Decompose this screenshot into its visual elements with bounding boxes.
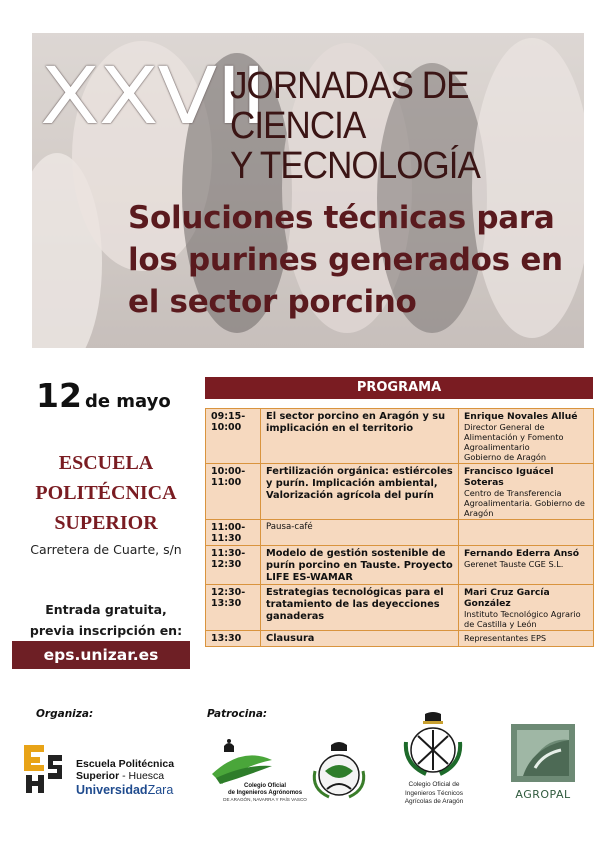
session-topic: Pausa-café (261, 520, 459, 546)
session-time: 09:15- 10:00 (206, 409, 261, 464)
session-topic: Estrategias tecnológicas para el tratamiento de las deyecciones ganaderas (261, 585, 459, 631)
session-speaker-cell (459, 520, 594, 546)
sponsor-label: Patrocina: (207, 708, 268, 720)
organizer-label: Organiza: (36, 708, 94, 720)
session-topic: Modelo de gestión sostenible de purín porcino en Tauste. Proyecto LIFE ES-WAMAR (261, 546, 459, 585)
entry-line1: Entrada gratuita, (45, 602, 167, 617)
venue-name (22, 448, 190, 538)
session-time: 11:30- 12:30 (206, 546, 261, 585)
subtitle-line2: los purines generados en (128, 242, 563, 278)
coia-name: Colegio Oficial de Ingenieros Agrónomos (227, 783, 303, 796)
programme-row (206, 464, 594, 520)
speaker-name: Fernando Ederra Ansó (464, 548, 580, 559)
coia-region: DE ARAGÓN, NAVARRA Y PAÍS VASCO (223, 797, 307, 802)
speaker-affiliation: Representantes EPS (464, 633, 547, 644)
event-subtitle (128, 197, 598, 323)
programme-row (206, 520, 594, 546)
eps-line1: Escuela Politécnica (76, 758, 175, 770)
speaker-affiliation: Instituto Tecnológico Agrario de Castilla y León (464, 609, 581, 630)
venue-line1: ESCUELA (58, 452, 154, 474)
entry-line2: previa inscripción en: (29, 623, 183, 638)
session-speaker-cell (459, 409, 594, 464)
programme-heading: PROGRAMA (205, 377, 593, 399)
venue-line3: SUPERIOR (54, 512, 158, 534)
eps-line2-rest: - Huesca (119, 770, 165, 782)
coitag-logo-icon (398, 712, 468, 778)
event-date (36, 376, 171, 415)
event-title-line2: Y TECNOLOGÍA (230, 145, 480, 187)
programme-table (205, 408, 594, 647)
programme-row (206, 546, 594, 585)
eps-line2-bold: Superior (76, 770, 120, 782)
event-day: 12 (36, 376, 82, 415)
entry-info (18, 599, 194, 641)
session-speaker-cell (459, 546, 594, 585)
programme-row (206, 631, 594, 647)
speaker-name: Enrique Novales Allué (464, 411, 578, 422)
programme-row (206, 409, 594, 464)
speaker-affiliation: Director General de Alimentación y Fomento Agroalimentario Gobierno de Aragón (464, 422, 564, 462)
agropal-logo-icon (509, 722, 577, 784)
registration-link[interactable]: eps.unizar.es (12, 641, 190, 669)
session-time: 13:30 (206, 631, 261, 647)
session-speaker-cell (459, 464, 594, 520)
university-bold: Universidad (76, 783, 148, 797)
edition-numeral: XXVII (40, 52, 266, 142)
speaker-name: Francisco Iguácel Soteras (464, 466, 554, 488)
crown-seal-logo-icon (303, 741, 375, 803)
session-time: 10:00- 11:00 (206, 464, 261, 520)
eps-line2 (76, 770, 174, 782)
event-month: de mayo (84, 391, 171, 412)
subtitle-line1: Soluciones técnicas para (128, 200, 555, 236)
university-name (76, 784, 174, 796)
session-time: 12:30- 13:30 (206, 585, 261, 631)
venue-address: Carretera de Cuarte, s/n (30, 542, 182, 557)
session-topic: Clausura (261, 631, 459, 647)
session-speaker-cell (459, 585, 594, 631)
event-title-line1: JORNADAS DE CIENCIA (230, 65, 469, 147)
session-time: 11:00- 11:30 (206, 520, 261, 546)
university-rest: Zara (147, 783, 174, 797)
subtitle-line3: el sector porcino (128, 284, 417, 320)
eps-name (76, 758, 174, 796)
session-topic: El sector porcino en Aragón y su implicación en el territorio (261, 409, 459, 464)
venue-line2: POLITÉCNICA (35, 482, 177, 504)
session-topic: Fertilización orgánica: estiércoles y purín. Implicación ambiental, Valorización agrícola del purín (261, 464, 459, 520)
session-speaker-cell (459, 631, 594, 647)
speaker-name: Mari Cruz García González (464, 587, 550, 610)
agropal-name: AGROPAL (515, 788, 571, 801)
coitag-name: Colegio Oficial de Ingenieros Técnicos Agrícolas de Aragón (404, 781, 464, 805)
speaker-affiliation: Centro de Transferencia Agroalimentaria. Gobierno de Aragón (464, 488, 585, 518)
speaker-affiliation: Gerenet Tauste CGE S.L. (464, 559, 564, 569)
event-title (230, 66, 561, 186)
eps-logo-icon (22, 743, 68, 795)
programme-row (206, 585, 594, 631)
